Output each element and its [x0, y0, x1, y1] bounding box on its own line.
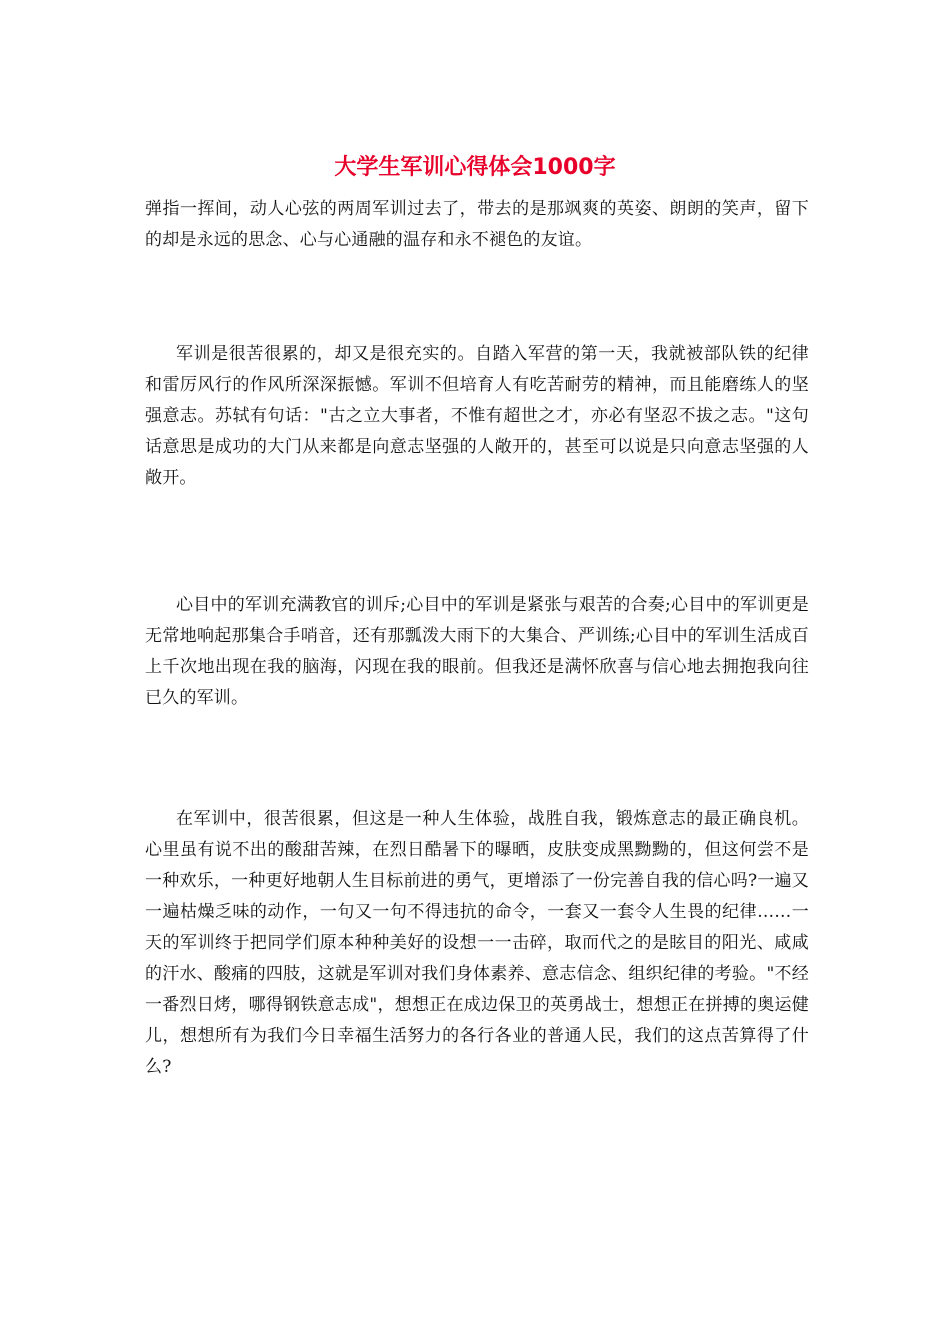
paragraph-4: 在军训中，很苦很累，但这是一种人生体验，战胜自我，锻炼意志的最正确良机。心里虽有说不出的酸甜苦辣，在烈日酷暑下的曝晒，皮肤变成黑黝黝的，但这何尝不是一种欢乐，一种更好地朝人生目标前进的勇气，更增添了一份完善自我的信心吗?一遍又一遍枯燥乏味的动作，一句又一句不得违抗的命令，一套又一套令人生畏的纪律……一天的军训终于把同学们原本种种美好的设想一一击碎，取而代之的是眩目的阳光、咸咸的汗水、酸痛的四肢，这就是军训对我们身体素养、意志信念、组织纪律的考验。"不经一番烈日烤，哪得钢铁意志成"，想想正在成边保卫的英勇战士，想想正在拼搏的奥运健儿，想想所有为我们今日幸福生活努力的各行各业的普通人民，我们的这点苦算得了什么?: [145, 809, 809, 1077]
paragraph-2: 军训是很苦很累的，却又是很充实的。自踏入军营的第一天，我就被部队铁的纪律和雷厉风行的作风所深深振憾。军训不但培育人有吃苦耐劳的精神，而且能磨练人的坚强意志。苏轼有句话："古之立大事者，不惟有超世之才，亦必有坚忍不拔之志。"这句话意思是成功的大门从来都是向意志坚强的人敞开的，甚至可以说是只向意志坚强的人敞开。: [145, 344, 809, 488]
paragraph-3: 心目中的军训充满教官的训斥;心目中的军训是紧张与艰苦的合奏;心目中的军训更是无常地响起那集合手哨音，还有那瓢泼大雨下的大集合、严训练;心目中的军训生活成百上千次地出现在我的脑海，闪现在我的眼前。但我还是满怀欣喜与信心地去拥抱我向往已久的军训。: [145, 595, 809, 708]
paragraph-1: 弹指一挥间，动人心弦的两周军训过去了，带去的是那飒爽的英姿、朗朗的笑声，留下的却是永远的思念、心与心通融的温存和永不褪色的友谊。: [145, 199, 809, 250]
document-title: 大学生军训心得体会1000字: [334, 155, 616, 180]
